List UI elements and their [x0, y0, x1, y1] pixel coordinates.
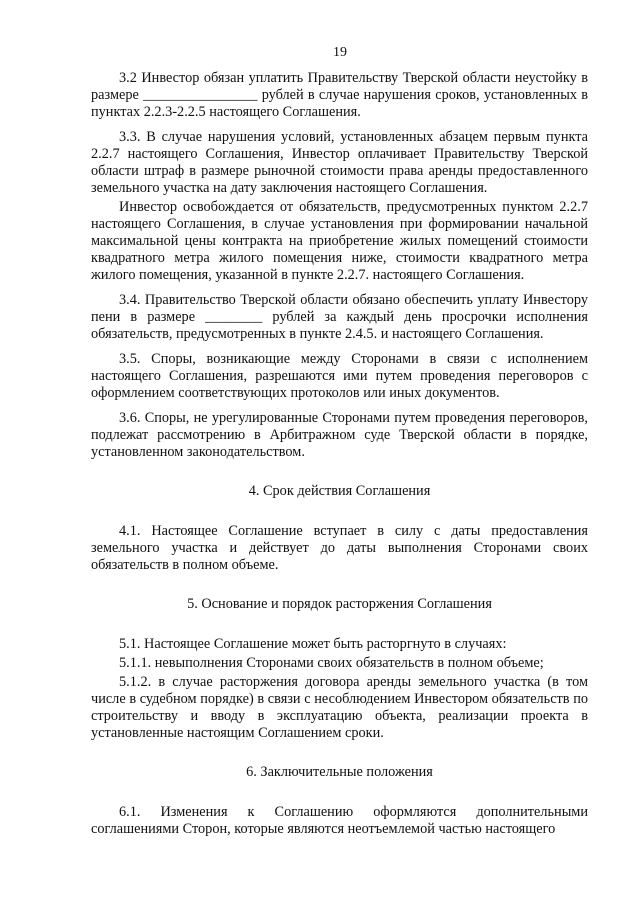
paragraph-3-4: 3.4. Правительство Тверской области обязано обеспечить уплату Инвестору пени в размере ________ рублей за каждый день просрочки исполнения обязательств, предусмотренных в пункте 2.4.5. и настоящего Соглашения. [91, 292, 588, 342]
paragraph-3-5: 3.5. Споры, возникающие между Сторонами в связи с исполнением настоящего Соглашения, разрешаются ими путем проведения переговоров с оформлением соответствующих протоколов или иных документов. [91, 351, 588, 401]
paragraph-3-3-exemption: Инвестор освобождается от обязательств, предусмотренных пунктом 2.2.7 настоящего Соглашения, в случае установления при формировании начальной максимальной цены контракта на приобретение жилых помещений стоимости квадратного метра жилого помещения ниже, стоимости квадратного метра жилого помещения, указанной в пункте 2.2.7. настоящего Соглашения. [91, 199, 588, 283]
paragraph-4-1: 4.1. Настоящее Соглашение вступает в силу с даты предоставления земельного участка и действует до даты выполнения Сторонами своих обязательств в полном объеме. [91, 523, 588, 573]
page-number: 19 [333, 45, 347, 60]
section-heading-4: 4. Срок действия Соглашения [248, 483, 431, 499]
paragraph-3-6: 3.6. Споры, не урегулированные Сторонами путем проведения переговоров, подлежат рассмотрению в Арбитражном суде Тверской области в порядке, установленном законодательством. [91, 410, 588, 460]
section-heading-5: 5. Основание и порядок расторжения Соглашения [187, 596, 492, 612]
document-body [91, 70, 588, 846]
paragraph-6-1: 6.1. Изменения к Соглашению оформляются дополнительными соглашениями Сторон, которые являются неотъемлемой частью настоящего [91, 804, 588, 837]
paragraph-5-1-2: 5.1.2. в случае расторжения договора аренды земельного участка (в том числе в судебном порядке) в связи с несоблюдением Инвестором обязательств по строительству и вводу в эксплуатацию объекта, реализации проекта в установленные настоящим Соглашением сроки. [91, 674, 588, 741]
paragraph-3-2: 3.2 Инвестор обязан уплатить Правительству Тверской области неустойку в размере ________________ рублей в случае нарушения сроков, установленных в пунктах 2.2.3-2.2.5 настоящего Соглашения. [91, 70, 588, 120]
section-heading-6: 6. Заключительные положения [246, 764, 433, 780]
paragraph-5-1: 5.1. Настоящее Соглашение может быть расторгнуто в случаях: [119, 636, 507, 652]
paragraph-3-3: 3.3. В случае нарушения условий, установленных абзацем первым пункта 2.2.7 настоящего Соглашения, Инвестор оплачивает Правительству Тверской области штраф в размере рыночной стоимости права аренды предоставленного земельного участка на дату заключения настоящего Соглашения. [91, 129, 588, 196]
paragraph-5-1-1: 5.1.1. невыполнения Сторонами своих обязательств в полном объеме; [119, 655, 544, 671]
